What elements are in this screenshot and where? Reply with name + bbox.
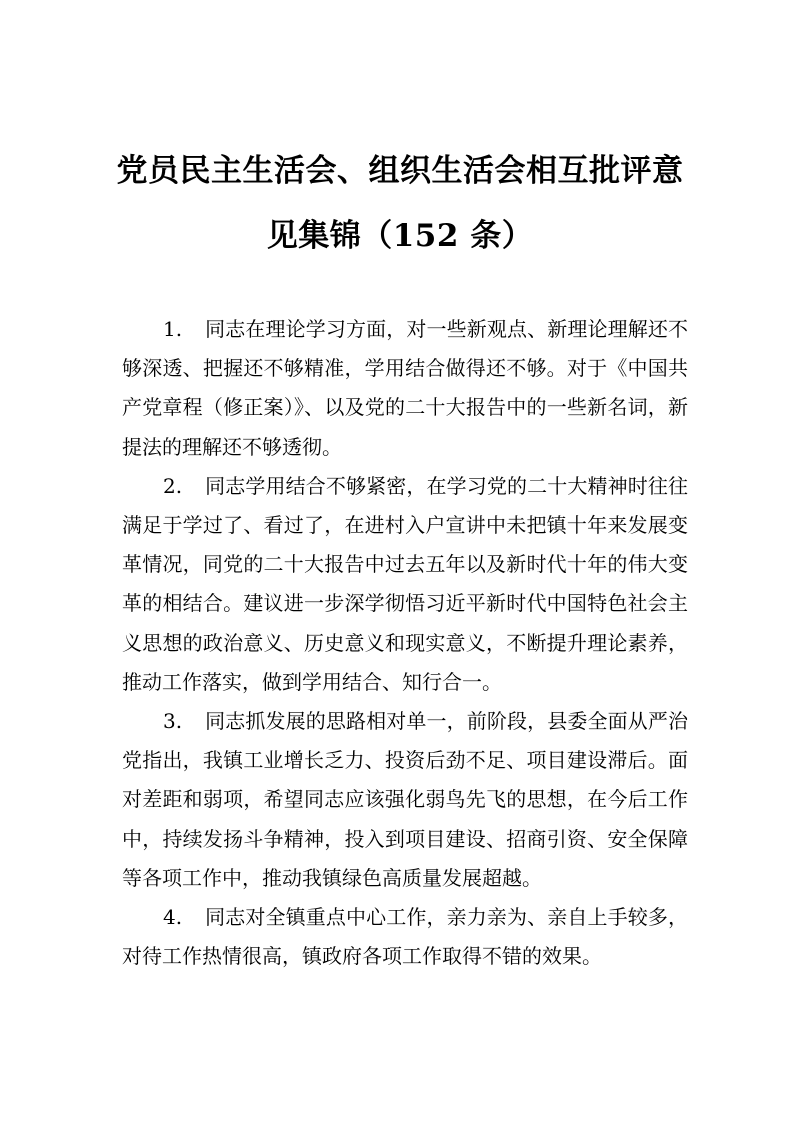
list-item <box>122 467 688 702</box>
item-number: 1. <box>163 317 183 341</box>
document-title-line-1: 党员民主生活会、组织生活会相互批评意 <box>116 153 684 189</box>
item-text: 同志在理论学习方面，对一些新观点、新理论理解还不够深透、把握还不够精准，学用结合做得还不够。对于《中国共产党章程（修正案）》、以及党的二十大报告中的一些新名词，新提法的理解还不够透彻。 <box>122 317 688 459</box>
item-number: 2. <box>163 473 183 498</box>
item-number: 4. <box>163 905 183 930</box>
item-text: 同志学用结合不够紧密，在学习党的二十大精神时往往满足于学过了、看过了，在进村入户宣讲中未把镇十年来发展变革情况，同党的二十大报告中过去五年以及新时代十年的伟大变革的相结合。建议进一步深学彻悟习近平新时代中国特色社会主义思想的政治意义、历史意义和现实意义，不断提升理论素养，推动工作落实，做到学用结合、知行合一。 <box>122 473 688 694</box>
document-body <box>122 310 688 976</box>
item-number: 3. <box>163 709 183 734</box>
document-title-line-2: 见集锦（152 条） <box>266 218 534 254</box>
list-item <box>122 898 688 976</box>
item-text: 同志抓发展的思路相对单一，前阶段，县委全面从严治党指出，我镇工业增长乏力、投资后劲不足、项目建设滞后。面对差距和弱项，希望同志应该强化弱鸟先飞的思想，在今后工作中，持续发扬斗争精神，投入到项目建设、招商引资、安全保障等各项工作中，推动我镇绿色高质量发展超越。 <box>122 709 688 890</box>
list-item <box>122 702 688 898</box>
item-text: 同志对全镇重点中心工作，亲力亲为、亲自上手较多，对待工作热情很高，镇政府各项工作取得不错的效果。 <box>122 905 688 969</box>
list-item <box>122 310 688 467</box>
